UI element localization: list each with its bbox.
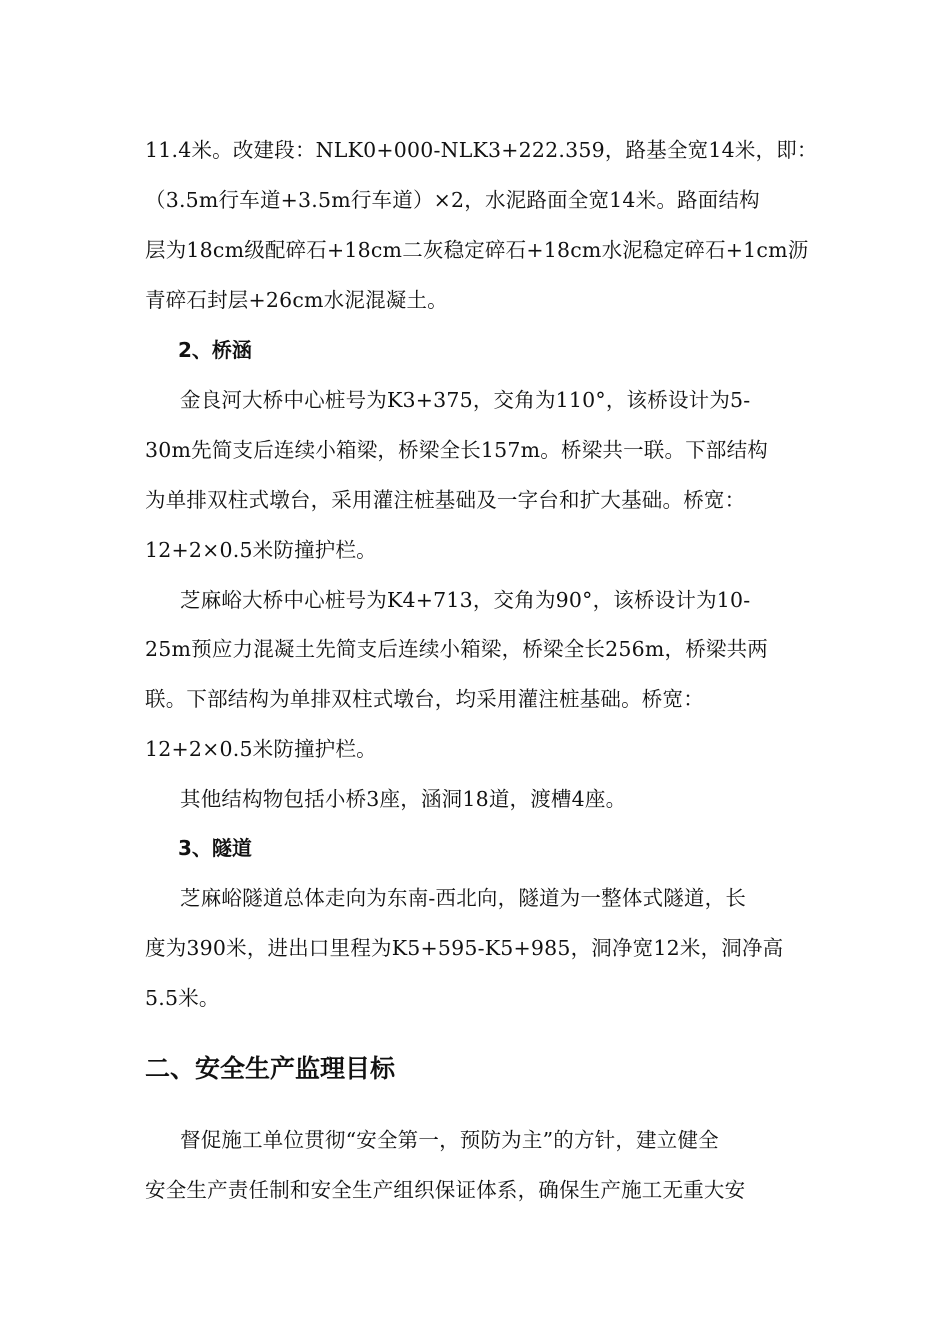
- goal-line-2: 安全生产责任制和安全生产组织保证体系，确保生产施工无重大安: [145, 1178, 746, 1202]
- jinlianghe-line-3: 为单排双柱式墩台，采用灌注桩基础及一字台和扩大基础。桥宽：: [145, 488, 746, 512]
- heading-tunnel: 3、隧道: [178, 836, 252, 860]
- other-structures-line: 其他结构物包括小桥3座，涵洞18道，渡槽4座。: [180, 787, 627, 811]
- jinlianghe-line-1: 金良河大桥中心桩号为K3+375，交角为110°，该桥设计为5-: [180, 388, 751, 412]
- tunnel-line-2: 度为390米，进出口里程为K5+595-K5+985，洞净宽12米，洞净高: [145, 936, 784, 960]
- tunnel-line-1: 芝麻峪隧道总体走向为东南-西北向，隧道为一整体式隧道，长: [180, 886, 747, 910]
- road-text-line-1: 11.4米。改建段：NLK0+000-NLK3+222.359，路基全宽14米，即：: [145, 138, 818, 162]
- road-text-line-4: 青碎石封层+26cm水泥混凝土。: [145, 288, 448, 312]
- goal-line-1: 督促施工单位贯彻“安全第一，预防为主”的方针，建立健全: [180, 1128, 719, 1152]
- tunnel-line-3: 5.5米。: [145, 986, 220, 1010]
- jinlianghe-line-4: 12+2×0.5米防撞护栏。: [145, 538, 377, 562]
- road-text-line-2: （3.5m行车道+3.5m行车道）×2，水泥路面全宽14米。路面结构: [145, 188, 760, 212]
- zhimayu-bridge-line-3: 联。下部结构为单排双柱式墩台，均采用灌注桩基础。桥宽：: [145, 687, 704, 711]
- heading-bridges: 2、桥涵: [178, 338, 252, 362]
- road-text-line-3: 层为18cm级配碎石+18cm二灰稳定碎石+18cm水泥稳定碎石+1cm沥: [145, 238, 809, 262]
- zhimayu-bridge-line-4: 12+2×0.5米防撞护栏。: [145, 737, 377, 761]
- section-heading-safety-goal: 二、安全生产监理目标: [145, 1054, 396, 1083]
- jinlianghe-line-2: 30m先简支后连续小箱梁，桥梁全长157m。桥梁共一联。下部结构: [145, 438, 768, 462]
- zhimayu-bridge-line-1: 芝麻峪大桥中心桩号为K4+713，交角为90°，该桥设计为10-: [180, 588, 751, 612]
- zhimayu-bridge-line-2: 25m预应力混凝土先简支后连续小箱梁，桥梁全长256m，桥梁共两: [145, 637, 768, 661]
